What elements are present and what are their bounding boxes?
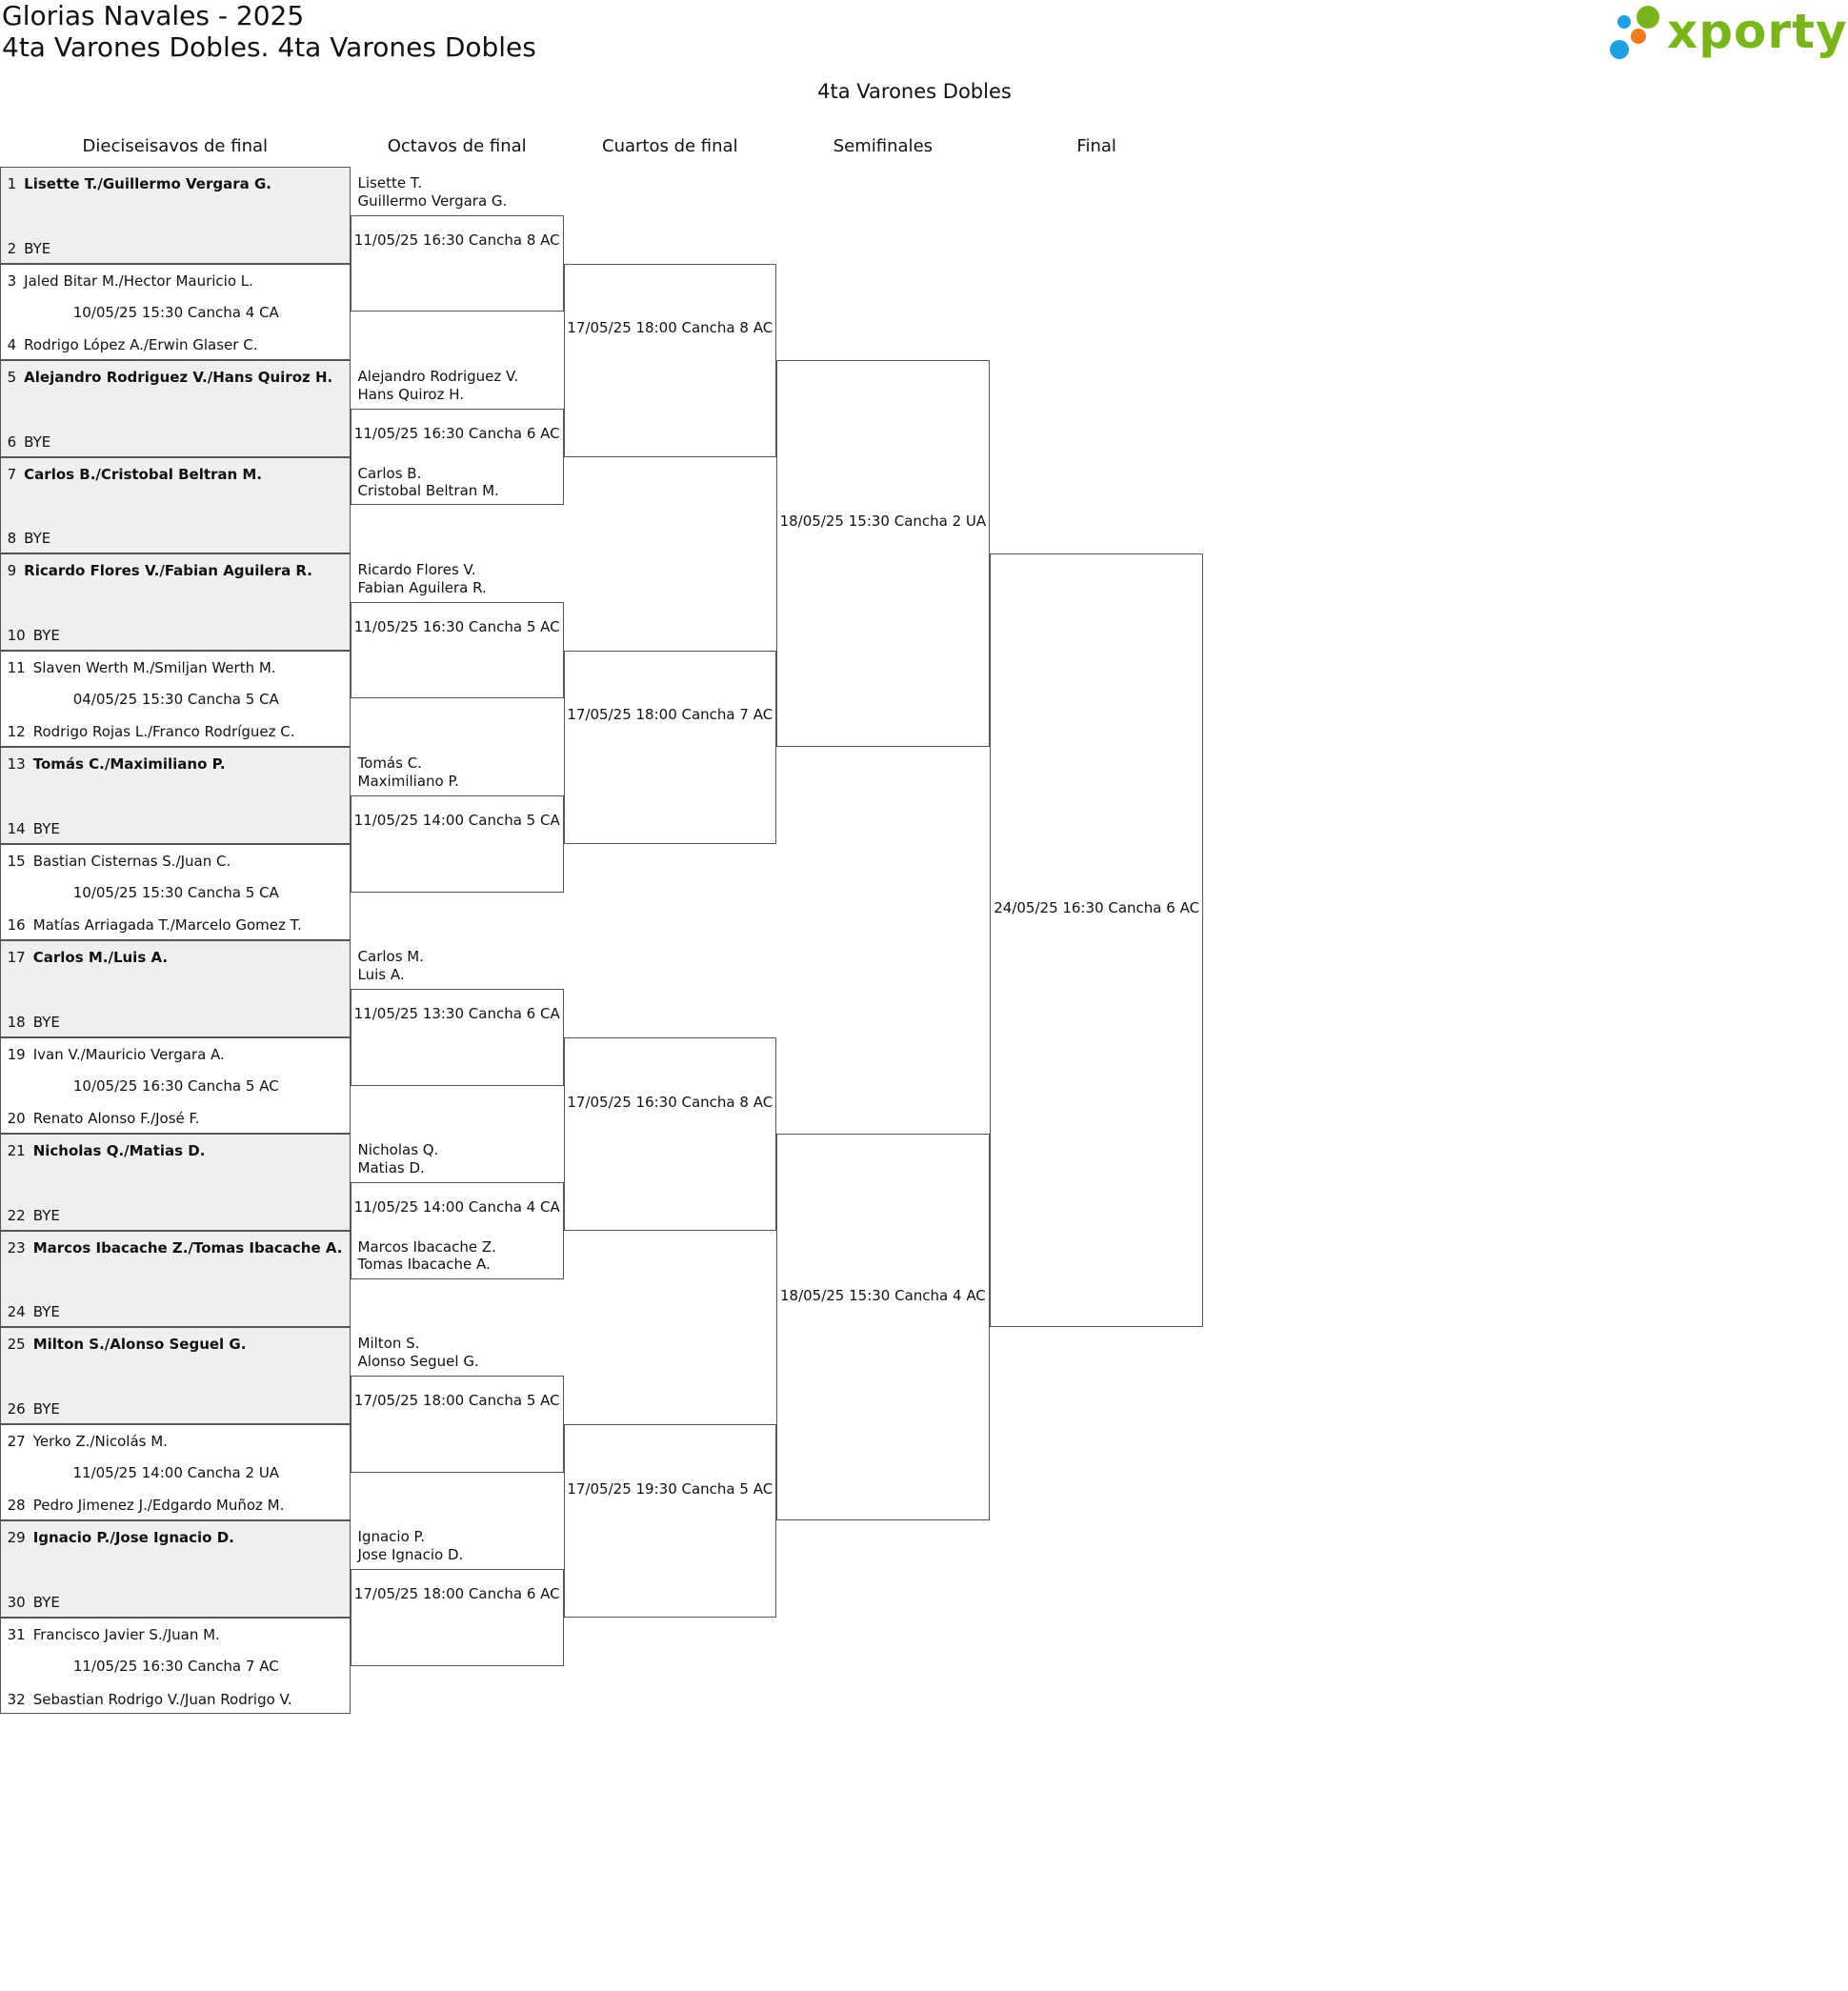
team-bottom <box>8 627 60 644</box>
seed-number: 12 <box>7 723 26 741</box>
team-name: Rodrigo Rojas L./Franco Rodríguez C. <box>32 723 295 741</box>
team-name: Renato Alonso F./José F. <box>32 1110 200 1128</box>
team-top <box>8 175 271 192</box>
seed-number: 2 <box>7 239 17 257</box>
seed-number: 21 <box>7 1142 26 1160</box>
match-schedule: 11/05/25 14:00 Cancha 5 CA <box>353 812 560 830</box>
team-name: Marcos Ibacache Z./Tomas Ibacache A. <box>32 1238 343 1257</box>
advanced-player: Maximiliano P. <box>357 772 459 790</box>
logo-text: xporty <box>1667 4 1848 59</box>
team-name: BYE <box>32 1594 60 1611</box>
team-name: Rodrigo López A./Erwin Glaser C. <box>24 336 258 354</box>
team-bottom <box>8 1691 292 1708</box>
seed-number: 20 <box>7 1110 26 1128</box>
team-top <box>8 1046 225 1063</box>
team-top <box>8 562 312 579</box>
match-schedule: 11/05/25 16:30 Cancha 6 AC <box>353 425 560 443</box>
team-name: BYE <box>32 626 60 644</box>
seed-number: 31 <box>7 1625 26 1643</box>
team-name: Tomás C./Maximiliano P. <box>32 755 226 774</box>
advanced-player: Nicholas Q. <box>357 1141 439 1159</box>
team-name: Jaled Bitar M./Hector Mauricio L. <box>24 272 253 290</box>
seed-number: 29 <box>7 1529 26 1547</box>
match-schedule: 17/05/25 18:00 Cancha 6 AC <box>353 1585 560 1603</box>
match-cell <box>0 457 351 554</box>
team-top <box>8 1336 247 1353</box>
team-name: Pedro Jimenez J./Edgardo Muñoz M. <box>32 1497 285 1515</box>
seed-number: 3 <box>7 272 17 290</box>
match-cell <box>0 264 351 361</box>
match-schedule: 17/05/25 18:00 Cancha 8 AC <box>567 319 773 337</box>
match-cell <box>0 1327 351 1424</box>
match-schedule: 11/05/25 16:30 Cancha 8 AC <box>353 231 560 250</box>
team-top <box>8 659 276 676</box>
seed-number: 32 <box>7 1690 26 1708</box>
advanced-player: Hans Quiroz H. <box>357 385 465 403</box>
seed-number: 1 <box>7 175 17 193</box>
team-top <box>8 755 226 773</box>
bracket-connector <box>351 989 564 1086</box>
round-header: Final <box>1076 136 1116 156</box>
logo-dot-orange <box>1631 29 1646 44</box>
bracket-connector <box>776 1134 990 1520</box>
team-name: Ricardo Flores V./Fabian Aguilera R. <box>24 562 312 580</box>
advanced-player: Guillermo Vergara G. <box>357 191 508 210</box>
match-cell <box>0 747 351 844</box>
team-bottom <box>8 1594 60 1611</box>
team-name: BYE <box>32 1206 60 1224</box>
xporty-logo <box>1606 2 1848 65</box>
team-top <box>8 1529 234 1546</box>
seed-number: 6 <box>7 432 17 451</box>
team-top <box>8 1239 343 1257</box>
team-name: Lisette T./Guillermo Vergara G. <box>24 175 271 193</box>
seed-number: 22 <box>7 1206 26 1224</box>
team-bottom <box>8 433 51 451</box>
team-bottom <box>8 723 295 740</box>
advanced-player: Jose Ignacio D. <box>357 1545 464 1563</box>
team-name: BYE <box>32 1013 60 1031</box>
match-cell <box>0 651 351 748</box>
advanced-player: Matias D. <box>357 1158 425 1176</box>
match-cell <box>0 1618 351 1715</box>
category-title: 4ta Varones Dobles. 4ta Varones Dobles <box>2 31 536 63</box>
match-cell <box>0 1231 351 1328</box>
advanced-player: Ignacio P. <box>357 1528 426 1546</box>
match-cell <box>0 167 351 264</box>
seed-number: 4 <box>7 336 17 354</box>
team-name: BYE <box>24 239 51 257</box>
round-header: Dieciseisavos de final <box>82 136 269 156</box>
team-name: Ignacio P./Jose Ignacio D. <box>32 1529 234 1547</box>
round-header: Octavos de final <box>387 136 527 156</box>
match-cell <box>0 553 351 651</box>
bracket-connector <box>776 360 990 747</box>
match-cell <box>0 1134 351 1231</box>
team-name: Sebastian Rodrigo V./Juan Rodrigo V. <box>32 1690 292 1708</box>
match-schedule: 24/05/25 16:30 Cancha 6 AC <box>994 899 1200 917</box>
match-schedule: 11/05/25 13:30 Cancha 6 CA <box>353 1005 560 1023</box>
team-name: BYE <box>24 432 51 451</box>
seed-number: 14 <box>7 819 26 837</box>
seed-number: 24 <box>7 1303 26 1321</box>
seed-number: 30 <box>7 1594 26 1611</box>
advanced-player: Marcos Ibacache Z. <box>357 1237 496 1256</box>
team-top <box>8 466 262 483</box>
team-top <box>8 853 231 870</box>
seed-number: 27 <box>7 1432 26 1450</box>
team-bottom <box>8 530 51 547</box>
advanced-player: Cristobal Beltran M. <box>357 482 499 500</box>
seed-number: 13 <box>7 755 26 774</box>
advanced-player: Carlos B. <box>357 464 422 482</box>
advanced-player: Fabian Aguilera R. <box>357 578 487 596</box>
match-cell <box>0 360 351 457</box>
match-schedule: 17/05/25 16:30 Cancha 8 AC <box>567 1093 773 1111</box>
bracket-connector <box>564 651 776 844</box>
match-schedule: 11/05/25 16:30 Cancha 7 AC <box>72 1658 279 1676</box>
seed-number: 23 <box>7 1238 26 1257</box>
bracket-connector <box>564 264 776 457</box>
advanced-player: Alejandro Rodriguez V. <box>357 368 519 386</box>
match-cell <box>0 1424 351 1521</box>
seed-number: 19 <box>7 1045 26 1063</box>
team-name: Carlos M./Luis A. <box>32 949 169 967</box>
bracket-connector <box>351 602 564 699</box>
advanced-player: Lisette T. <box>357 174 423 192</box>
team-bottom <box>8 820 60 837</box>
advanced-player: Milton S. <box>357 1335 420 1353</box>
match-schedule: 17/05/25 18:00 Cancha 5 AC <box>353 1392 560 1410</box>
logo-dot-blue <box>1610 40 1629 59</box>
team-bottom <box>8 1207 60 1224</box>
match-schedule: 17/05/25 18:00 Cancha 7 AC <box>567 706 773 724</box>
match-cell <box>0 1037 351 1135</box>
team-name: Bastian Cisternas S./Juan C. <box>32 852 231 870</box>
team-top <box>8 949 168 966</box>
match-schedule: 10/05/25 16:30 Cancha 5 AC <box>72 1076 279 1095</box>
team-name: BYE <box>32 1399 60 1418</box>
team-name: Francisco Javier S./Juan M. <box>32 1625 220 1643</box>
match-cell <box>0 1520 351 1618</box>
team-top <box>8 369 333 386</box>
round-header: Cuartos de final <box>602 136 738 156</box>
seed-number: 5 <box>7 369 17 387</box>
match-schedule: 11/05/25 14:00 Cancha 4 CA <box>353 1198 560 1217</box>
seed-number: 18 <box>7 1013 26 1031</box>
bracket-connector <box>351 215 564 312</box>
team-bottom <box>8 1303 60 1320</box>
round-header: Semifinales <box>833 136 934 156</box>
team-bottom <box>8 1110 200 1127</box>
team-name: Milton S./Alonso Seguel G. <box>32 1336 247 1354</box>
advanced-player: Luis A. <box>357 965 405 983</box>
match-schedule: 18/05/25 15:30 Cancha 2 UA <box>779 513 987 531</box>
seed-number: 10 <box>7 626 26 644</box>
team-bottom <box>8 1014 60 1031</box>
team-name: Ivan V./Mauricio Vergara A. <box>32 1045 225 1063</box>
team-bottom <box>8 1497 285 1514</box>
team-bottom <box>8 240 51 257</box>
team-name: Slaven Werth M./Smiljan Werth M. <box>32 658 276 676</box>
team-bottom <box>8 1400 60 1418</box>
team-top <box>8 272 253 290</box>
seed-number: 15 <box>7 852 26 870</box>
bracket-connector <box>564 1037 776 1231</box>
bracket-connector <box>351 1569 564 1666</box>
match-schedule: 11/05/25 14:00 Cancha 2 UA <box>72 1463 280 1481</box>
seed-number: 17 <box>7 949 26 967</box>
match-schedule: 10/05/25 15:30 Cancha 4 CA <box>72 303 279 321</box>
team-name: Alejandro Rodriguez V./Hans Quiroz H. <box>24 369 333 387</box>
seed-number: 26 <box>7 1399 26 1418</box>
seed-number: 8 <box>7 530 17 548</box>
advanced-player: Alonso Seguel G. <box>357 1352 479 1370</box>
bracket-connector <box>351 795 564 893</box>
bracket-connector <box>351 1376 564 1473</box>
seed-number: 28 <box>7 1497 26 1515</box>
tournament-title: Glorias Navales - 2025 <box>2 0 305 31</box>
advanced-player: Tomas Ibacache A. <box>357 1256 491 1274</box>
match-cell <box>0 844 351 941</box>
seed-number: 7 <box>7 465 17 483</box>
match-schedule: 17/05/25 19:30 Cancha 5 AC <box>567 1479 773 1498</box>
team-name: Yerko Z./Nicolás M. <box>32 1432 168 1450</box>
team-name: Matías Arriagada T./Marcelo Gomez T. <box>32 916 302 935</box>
advanced-player: Tomás C. <box>357 754 422 773</box>
bracket-connector <box>564 1424 776 1618</box>
advanced-player: Carlos M. <box>357 948 425 966</box>
team-name: Carlos B./Cristobal Beltran M. <box>24 465 263 483</box>
match-schedule: 10/05/25 15:30 Cancha 5 CA <box>72 883 279 901</box>
team-bottom <box>8 916 302 934</box>
match-schedule: 18/05/25 15:30 Cancha 4 AC <box>779 1286 986 1304</box>
advanced-player: Ricardo Flores V. <box>357 561 476 579</box>
team-name: BYE <box>32 1303 60 1321</box>
team-name: Nicholas Q./Matias D. <box>32 1142 206 1160</box>
team-name: BYE <box>24 530 51 548</box>
team-top <box>8 1142 206 1159</box>
bracket-connector <box>990 553 1203 1327</box>
seed-number: 9 <box>7 562 17 580</box>
match-schedule: 04/05/25 15:30 Cancha 5 CA <box>72 690 279 708</box>
seed-number: 25 <box>7 1336 26 1354</box>
logo-dot-blue-small <box>1617 15 1631 29</box>
match-schedule: 11/05/25 16:30 Cancha 5 AC <box>353 618 560 636</box>
logo-dot-green <box>1637 6 1659 29</box>
seed-number: 16 <box>7 916 26 935</box>
seed-number: 11 <box>7 658 26 676</box>
team-bottom <box>8 336 258 353</box>
team-name: BYE <box>32 819 60 837</box>
team-top <box>8 1433 168 1450</box>
match-cell <box>0 940 351 1037</box>
bracket-title: 4ta Varones Dobles <box>817 80 1012 103</box>
team-top <box>8 1626 220 1643</box>
